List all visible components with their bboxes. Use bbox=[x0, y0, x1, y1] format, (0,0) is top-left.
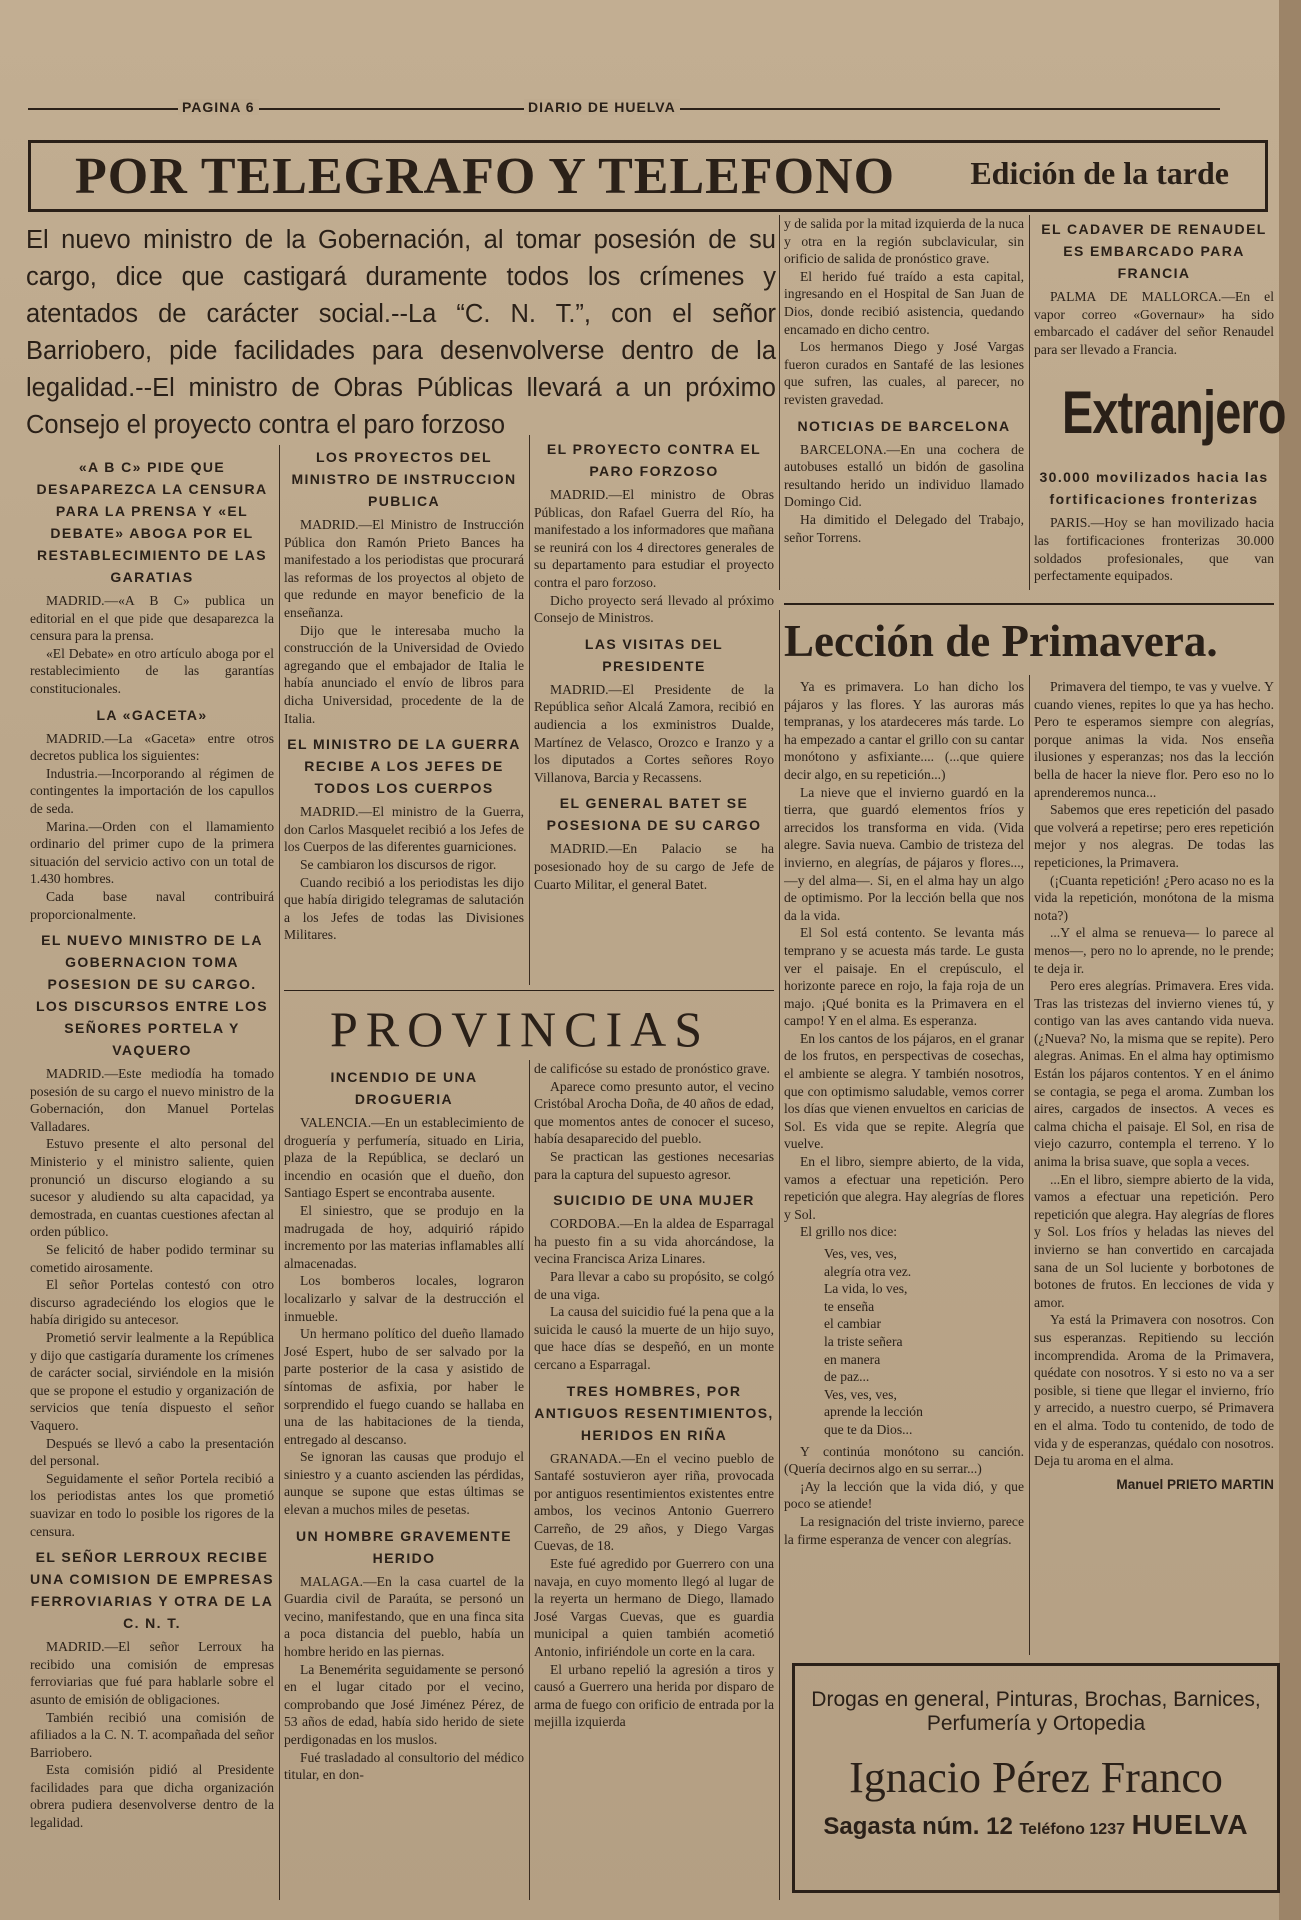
page-number: PAGINA 6 bbox=[178, 99, 259, 115]
article-text: Pero eres alegrías. Primavera. Eres vida. Tras las tristezas del invierno vienes tú, y contigo van las aves cantando vida nueva. (¿Nueva? No, la misma que se repite). Pero alegras. Animas. En el alma hay optimismo Están los pájaros contentos. Y en el ánimo se contagia, se pega el aroma. Zumban los aires, cargados de insectos. A veces es calma chicha el paisaje. El Sol, en risa de viejo cazurro, contempla el terreno. Y lo anima la brisa suave, que sopla a veces. bbox=[1034, 978, 1274, 1170]
poem-line: en manera bbox=[824, 1351, 881, 1367]
ad-business-name: Ignacio Pérez Franco bbox=[849, 1753, 1223, 1802]
article-heading: UN HOMBRE GRAVEMENTE HERIDO bbox=[296, 1527, 512, 1566]
article-heading: LOS PROYECTOS DEL MINISTRO DE INSTRUCCION PUBLICA bbox=[291, 449, 517, 509]
article-text: (¡Cuanta repetición! ¿Pero acaso no es la vida la repetición, monótona de la misma nota?) bbox=[1034, 872, 1274, 923]
article-heading: EL SEÑOR LERROUX RECIBE UNA COMISION DE EMPRESAS FERROVIARIAS Y OTRA DE LA C. N. T. bbox=[30, 1549, 274, 1632]
poem-line: la triste señera bbox=[824, 1333, 903, 1349]
article-text: En los cantos de los pájaros, en el granar de los frutos, en perspectivas de cosechas, el ambiente se alegra. Y también nosotros, que con optimismo saludable, vemos correr los días que vienen envueltos en caricias de Sol. Es vida que se repite. Alegría que vuelve. bbox=[784, 1030, 1024, 1152]
column-rule bbox=[529, 1060, 530, 1900]
article-text: MALAGA.—En la casa cuartel de la Guardia civil de Paraúta, se personó un vecino, manifestando, que en una finca sita a poca distancia del pueblo, había un hombre herido en las piernas. bbox=[284, 1573, 524, 1660]
section-rule bbox=[284, 990, 774, 991]
column-rule bbox=[279, 445, 280, 1900]
article-text: Se practican las gestiones necesarias para la captura del supuesto agresor. bbox=[534, 1148, 774, 1182]
article-text: Primavera del tiempo, te vas y vuelve. Y cuando vienes, repites lo que ya has hecho. Pero te esperamos siempre con alegrías, porque animas la vida. Nos enseña ilusiones y esperanzas; nos das la lección bella de hacer la nieve flor. Pero eso no lo aprenderemos nunca... bbox=[1034, 679, 1274, 800]
provincias-column-1 bbox=[284, 1060, 524, 1900]
article-heading: TRES HOMBRES, POR ANTIGUOS RESENTIMIENTOS, HERIDOS EN RIÑA bbox=[534, 1382, 774, 1443]
article-text: PARIS.—Hoy se han movilizado hacia las fortificaciones fronterizas 30.000 soldados profesionales, que van perfectamente equipados. bbox=[1034, 515, 1274, 584]
section-title: POR TELEGRAFO Y TELEFONO bbox=[75, 148, 896, 205]
article-heading: EL PROYECTO CONTRA EL PARO FORZOSO bbox=[546, 441, 762, 479]
article-heading: LA «GACETA» bbox=[96, 706, 208, 723]
article-text: CORDOBA.—En la aldea de Esparragal ha puesto fin a su vida ahorcándose, la vecina Francisca Ariza Linares. bbox=[534, 1216, 774, 1267]
article-text: El Sol está contento. Se levanta más temprano y se acuesta más tarde. Le gusta ver el paisaje. En el crepúsculo, el horizonte parece en rojo, la faja roja de un majo. ¡Qué bonita es la Primavera en el campo! Y en el alma. Es esperanza. bbox=[784, 925, 1024, 1029]
article-text: Cuando recibió a los periodistas les dijo que había dirigido telegramas de salutación a los Jefes de todas las Divisiones Militares. bbox=[284, 874, 524, 943]
article-text: Marina.—Orden con el llamamiento ordinario del primer cupo de la primera situación del servicio activo con un total de 1.430 hombres. bbox=[30, 818, 274, 887]
article-heading: EL NUEVO MINISTRO DE LA GOBERNACION TOMA POSESION DE SU CARGO. LOS DISCURSOS ENTRE LOS SEÑORES PORTELA Y VAQUERO bbox=[35, 932, 269, 1059]
cricket-poem bbox=[824, 1245, 1024, 1439]
article-text: Prometió servir lealmente a la República y dijo que castigaría duramente los crímenes de carácter social, sirviéndole en la misión que se propone el estudio y organización de servicios que tenía dispuesto el señor Vaquero. bbox=[30, 1330, 274, 1433]
poem-line: aprende la lección bbox=[824, 1404, 923, 1420]
article-text: Sabemos que eres repetición del pasado que volverá a repetirse; pero eres repetición mejor y nos alegras. De todas las repeticiones, la Primavera. bbox=[1034, 802, 1274, 870]
article-text: Industria.—Incorporando al régimen de contingentes la importación de los capullos de seda. bbox=[30, 765, 274, 816]
column-rule bbox=[1029, 675, 1030, 1655]
article-text: La resignación del triste invierno, parece la firme esperanza de vencer con alegrías. bbox=[784, 1513, 1024, 1547]
article-text: MADRID.—El señor Lerroux ha recibido una comisión de empresas ferroviarias que fué para hablarle sobre el asunto de emisión de obligaciones. bbox=[30, 1639, 274, 1707]
ad-products-line: Drogas en general, Pinturas, Brochas, Barnices, bbox=[811, 1688, 1261, 1711]
poem-line: te enseña bbox=[824, 1298, 875, 1314]
article-heading: LAS VISITAS DEL PRESIDENTE bbox=[584, 635, 724, 674]
article-text: MADRID.—La «Gaceta» entre otros decretos publica los siguientes: bbox=[30, 730, 274, 764]
author-signature: Manuel PRIETO MARTIN bbox=[1116, 1476, 1274, 1492]
provincias-title: PROVINCIAS bbox=[330, 1001, 711, 1057]
paper-name: DIARIO DE HUELVA bbox=[524, 99, 680, 115]
article-text: La causa del suicidio fué la pena que a la suicida le causó la muerte de un hijo suyo, que hace días se despeñó, en un monte cercano a Esparragal. bbox=[534, 1304, 774, 1372]
article-text: VALENCIA.—En un establecimiento de droguería y perfumería, situado en Liria, plaza de la República, se declaró un incendio en ocasión que el dueño, don Santiago Espert se encontraba ausente. bbox=[284, 1115, 524, 1201]
advertisement-box bbox=[792, 1663, 1280, 1893]
poem-line: La vida, lo ves, bbox=[824, 1281, 908, 1297]
article-text: Dicho proyecto será llevado al próximo Consejo de Ministros. bbox=[534, 592, 774, 626]
article-text: Después se llevó a cabo la presentación del personal. bbox=[30, 1435, 274, 1469]
article-text: Este fué agredido por Guerrero con una navaja, en cuyo momento llegó al lugar de la reyerta un hermano de Diego, llamado José Vargas Cuevas, que es guardia municipal a quien también acometió Antonio, infiriéndole un corte en la cara. bbox=[534, 1556, 774, 1660]
article-text: MADRID.—El Presidente de la República señor Alcalá Zamora, recibió en audiencia a los exministros Dualde, Martínez de Velasco, Orozco e Iranzo y a los diputados a Cortes señores Royo Villanova, Barcia y Recassens. bbox=[534, 681, 774, 785]
column-rule bbox=[529, 435, 530, 985]
ad-address bbox=[795, 1809, 1277, 1841]
ad-phone: Teléfono 1237 bbox=[1019, 1821, 1125, 1838]
column-4 bbox=[784, 215, 1024, 590]
column-rule bbox=[1029, 215, 1030, 590]
article-heading: 30.000 movilizados hacia las fortificaciones fronterizas bbox=[1039, 469, 1269, 508]
article-text: ¡Ay la lección que la vida dió, y que poco se atiende! bbox=[784, 1478, 1024, 1512]
poem-line: Ves, ves, ves, bbox=[824, 1246, 897, 1261]
article-text: Se felicitó de haber podido terminar su cometido airosamente. bbox=[30, 1242, 274, 1275]
main-headline: El nuevo ministro de la Gobernación, al tomar posesión de su cargo, dice que castigará duramente todos los crímenes y atentados de carácter social.--La “C. N. T.”, con el señor Barriobero, pide facilidades para desenvolverse dentro de la legalidad.--El ministro de Obras Públicas llevará a un próximo Consejo el proyecto contra el paro forzoso bbox=[26, 226, 776, 439]
article-text: Cada base naval contribuirá proporcionalmente. bbox=[30, 888, 274, 922]
article-text: ...Y el alma se renueva— lo parece al menos—, pero no lo aprende, no le prende; te deja ir. bbox=[1034, 925, 1274, 976]
article-text: MADRID.—El ministro de Obras Públicas, don Rafael Guerra del Río, ha manifestado a los informadores que mañana se reunirá con los 4 directores generales de su departamento para estudiar el proyecto contra el paro forzoso. bbox=[534, 487, 774, 590]
article-text: El grillo nos dice: bbox=[800, 1224, 898, 1240]
article-text: MADRID.—El Ministro de Instrucción Pública don Ramón Prieto Bances ha manifestado a los periodistas que procurará las reformas de los proyectos al objeto de que redunde en mayor beneficio de la enseñanza. bbox=[284, 517, 524, 620]
article-text: ...En el libro, siempre abierto de la vida, vamos a efectuar una repetición. Pero repetición que alegra. Hay alegrías de flores y Sol. Los fríos y heladas las nieves del invierno se han convertido en carcajada sana de un Sol luciente y borbotones de botones de frutos. En lecciones de vida y amor. bbox=[1034, 1171, 1274, 1310]
article-text: PALMA DE MALLORCA.—En el vapor correo «Governaur» ha sido embarcado el cadáver del señor Renaudel para ser llevado a Francia. bbox=[1034, 289, 1274, 357]
section-header bbox=[28, 140, 1268, 212]
article-text: Para llevar a cabo su propósito, se colgó de una viga. bbox=[534, 1268, 774, 1302]
article-text: La nieve que el invierno guardó en la tierra, que guardó elementos fríos y arrecidos los transforma en vida. (Vida alegre. Savia nueva. Cambio de tristeza del invierno, en alegrías, de pájaros y flores..., —y del alma—. Si, en el alma hay un algo de optimismo. Por la lección bella que nos da la vida. bbox=[784, 784, 1024, 923]
article-heading: SUICIDIO DE UNA MUJER bbox=[553, 1192, 755, 1209]
provincias-column-2 bbox=[534, 1060, 774, 1900]
column-1 bbox=[30, 450, 274, 1900]
article-text: MADRID.—Este mediodía ha tomado posesión de su cargo el nuevo ministro de la Gobernación, don Manuel Portelas Valladares. bbox=[30, 1066, 274, 1134]
article-heading: NOTICIAS DE BARCELONA bbox=[797, 417, 1011, 434]
article-text: de calificóse su estado de pronóstico grave. bbox=[534, 1061, 770, 1076]
article-text: El siniestro, que se produjo en la madrugada de hoy, adquirió rápido incremento por las materias inflamables allí almacenadas. bbox=[284, 1202, 524, 1271]
section-rule bbox=[784, 603, 1274, 605]
article-text: MADRID.—En Palacio se ha posesionado hoy de su cargo de Jefe de Cuarto Militar, el general Batet. bbox=[534, 841, 774, 892]
edition-label: Edición de la tarde bbox=[970, 155, 1229, 191]
poem-line: que te da Dios... bbox=[824, 1421, 913, 1437]
column-rule bbox=[779, 215, 780, 590]
article-text: Ya es primavera. Lo han dicho los pájaros y las flores. Y las auroras más tempranas, y los atardeceres más tarde. Lo ha empezado a cantar el grillo con su cantar monótono y asfixiante.... (...que quiere decir algo, en su repetición...) bbox=[784, 679, 1024, 782]
article-text: Ha dimitido el Delegado del Trabajo, señor Torrens. bbox=[784, 511, 1024, 545]
article-heading: EL GENERAL BATET SE POSESIONA DE SU CARGO bbox=[546, 795, 762, 834]
article-text: Aparece como presunto autor, el vecino Cristóbal Arocha Doña, de 40 años de edad, que momentos antes de conocer el suceso, había desaparecido del pueblo. bbox=[534, 1078, 774, 1147]
column-2 bbox=[284, 440, 524, 985]
poem-line: de paz... bbox=[824, 1369, 870, 1385]
article-text: Se cambiaron los discursos de rigor. bbox=[300, 856, 497, 872]
article-text: El urbano repelió la agresión a tiros y causó a Guerrero una herida por disparo de arma de fuego con orificio de entrada por la mejilla izquierda bbox=[534, 1661, 774, 1730]
article-text: Ya está la Primavera con nosotros. Con sus esperanzas. Repitiendo su lección incomprendida. Aroma de la Primavera, quédate con nosotros. Y si esto no va a ser posible, si tiene que llegar el invierno, frío y arrecido, a nuestro cuerpo, sé Primavera en el alma. Todo tu contenido, de todo de vida y de esperanzas, quédalo con nosotros. Deja tu aroma en el alma. bbox=[1034, 1312, 1274, 1469]
poem-line: Ves, ves, ves, bbox=[824, 1386, 897, 1402]
leccion-title: Lección de Primavera. bbox=[784, 616, 1218, 666]
ad-city: HUELVA bbox=[1131, 1809, 1249, 1840]
poem-line: alegría otra vez. bbox=[824, 1263, 912, 1279]
folio-line bbox=[28, 98, 1220, 118]
article-text: MADRID.—«A B C» publica un editorial en el que pide que desaparezca la censura para la prensa. bbox=[30, 593, 274, 644]
article-text: La Benemérita seguidamente se personó en el lugar citado por el vecino, comprobando que José Jiménez Pérez, de 53 años de edad, había sido herido de siete perdigonadas en los muslos. bbox=[284, 1661, 524, 1747]
article-text: En el libro, siempre abierto, de la vida, vamos a efectuar una repetición. Pero repetición que alegra. Hay alegrías de flores y Sol. bbox=[784, 1154, 1024, 1222]
article-heading: «A B C» PIDE QUE DESAPAREZCA LA CENSURA PARA LA PRENSA Y «EL DEBATE» ABOGA POR EL RESTABLECIMIENTO DE LAS GARATIAS bbox=[36, 459, 268, 585]
column-rule bbox=[779, 610, 780, 1900]
article-text: y de salida por la mitad izquierda de la nuca y otra en la región subclavicular, sin orificio de salida de pronóstico grave. bbox=[784, 216, 1024, 267]
article-text: El señor Portelas contestó con otro discurso agradeciéndo los elogios que le había dirigido su antecesor. bbox=[30, 1277, 274, 1328]
article-text: GRANADA.—En el vecino pueblo de Santafé sostuvieron ayer riña, provocada por antiguos resentimientos existentes entre ambos, los vecinos Antonio Guerrero Carreño, de 29 años, y Diego Vargas Cuevas, de 18. bbox=[534, 1450, 774, 1554]
adjacent-page-edge bbox=[1279, 0, 1301, 1920]
article-text: Dijo que le interesaba mucho la construcción de la Universidad de Oviedo agregando que el embajador de Italia le había anunciado el envío de libros para dicha Universidad, procedente de la de Italia. bbox=[284, 622, 524, 726]
article-text: Y continúa monótono su canción. (Quería decirnos algo en su serrar...) bbox=[784, 1443, 1024, 1477]
article-text: Esta comisión pidió al Presidente facilidades para que dicha organización obrera pudiera desenvolverse dentro de la legalidad. bbox=[30, 1762, 274, 1831]
article-text: Se ignoran las causas que produjo el siniestro y a cuanto ascienden las pérdidas, aunque se supone que estas últimas se elevan a muchos miles de pesetas. bbox=[284, 1449, 524, 1518]
leccion-column-1 bbox=[784, 678, 1024, 1653]
leccion-column-2 bbox=[1034, 678, 1274, 1653]
extranjero-title: Extranjero bbox=[1062, 379, 1286, 446]
article-text: El herido fué traído a esta capital, ingresando en el Hospital de San Juan de Dios, donde recibió asistencia, quedando encamado en dicho centro. bbox=[784, 268, 1024, 337]
article-heading: EL MINISTRO DE LA GUERRA RECIBE A LOS JEFES DE TODOS LOS CUERPOS bbox=[287, 736, 521, 797]
article-text: Fué trasladado al consultorio del médico titular, en don- bbox=[284, 1749, 524, 1783]
ad-street: Sagasta núm. 12 bbox=[823, 1813, 1013, 1840]
article-heading: INCENDIO DE UNA DROGUERIA bbox=[330, 1069, 478, 1107]
article-text: También recibió una comisión de afiliados a la C. N. T. acompañada del señor Barriobero. bbox=[30, 1709, 274, 1760]
ad-products-line: Perfumería y Ortopedia bbox=[926, 1712, 1146, 1735]
article-text: Los hermanos Diego y José Vargas fueron curados en Santafé de las lesiones que sufren, las cuales, al parecer, no revisten gravedad. bbox=[784, 339, 1024, 407]
article-text: Un hermano político del dueño llamado José Espert, hubo de ser salvado por la parte posterior de la casa y asistido de síntomas de asfixia, por haber le sorprendido el fuego cuando se hallaba en una de las habitaciones de la tienda, entregado al descanso. bbox=[284, 1326, 524, 1447]
article-text: MADRID.—El ministro de la Guerra, don Carlos Masquelet recibió a los Jefes de los Cuerpos de las diferentes guarniciones. bbox=[284, 804, 524, 855]
article-heading: EL CADAVER DE RENAUDEL ES EMBARCADO PARA FRANCIA bbox=[1041, 221, 1267, 281]
poem-line: el cambiar bbox=[824, 1316, 881, 1332]
article-text: Estuvo presente el alto personal del Ministerio y el ministro saliente, quien pronunció un discurso elogiando a su sucesor y aludiendo su alta capacidad, ya demostrada, en cuantas cuestiones afectan al orden público. bbox=[30, 1136, 274, 1240]
article-text: Seguidamente el señor Portela recibió a los periodistas antes los que prometió suavizar en todo lo posible los rigores de la censura. bbox=[30, 1470, 274, 1539]
article-text: Los bomberos locales, lograron localizarlo y salvar de la destrucción el inmueble. bbox=[284, 1273, 524, 1324]
article-text: «El Debate» en otro artículo aboga por el restablecimiento de las garantías constitucionales. bbox=[30, 645, 274, 696]
column-3 bbox=[534, 432, 774, 985]
article-text: BARCELONA.—En una cochera de autobuses estalló un bidón de gasolina resultando herido un individuo llamado Domingo Cid. bbox=[784, 441, 1024, 510]
